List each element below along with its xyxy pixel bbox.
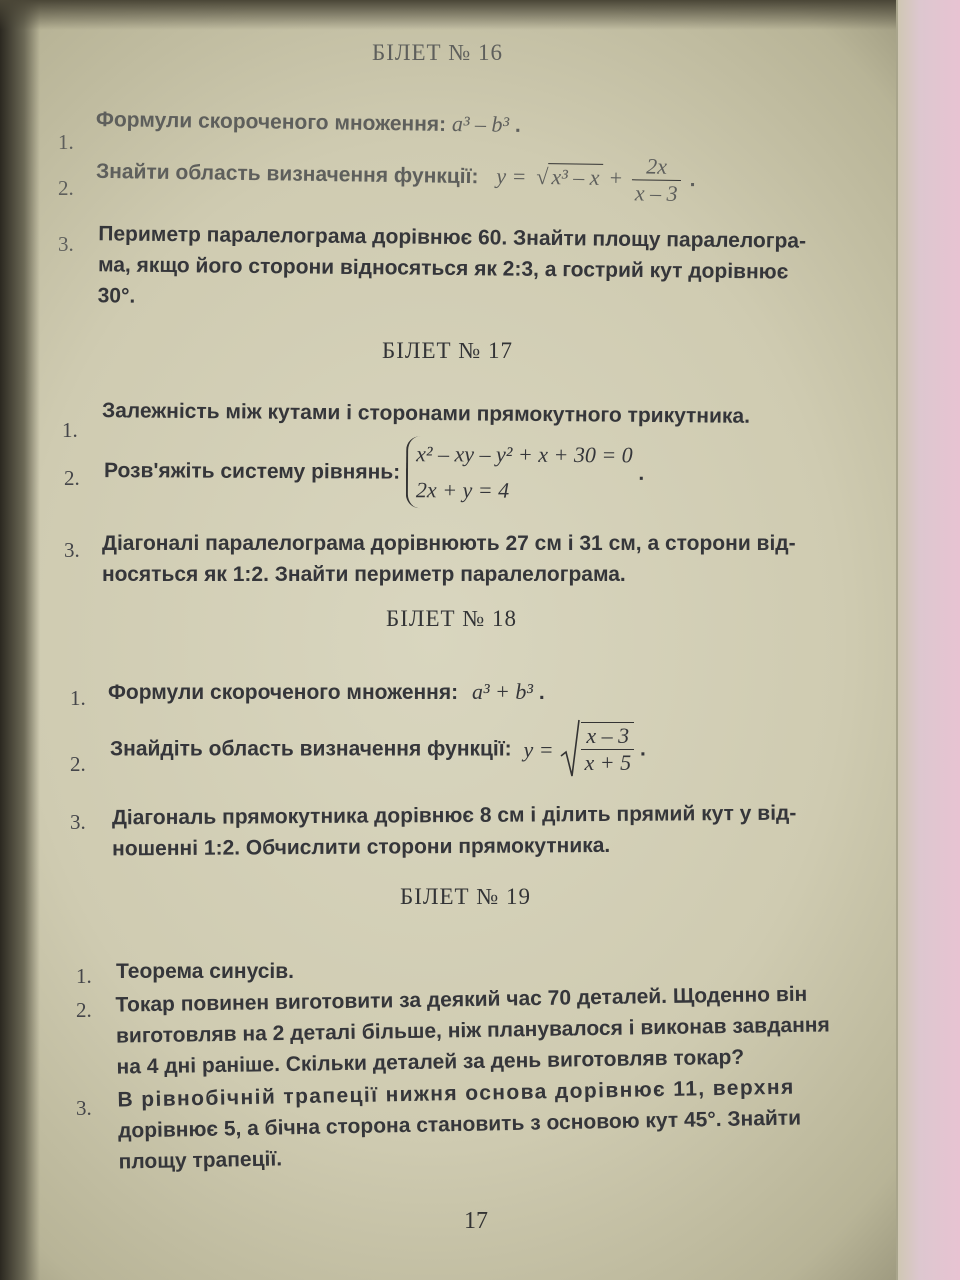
ticket-16-item-3-line-3: 30°. <box>97 284 136 308</box>
ticket-16-item-1-tail: . <box>514 113 521 137</box>
ticket-16-item-1-text: Формули скороченого множення: <box>95 108 447 136</box>
ticket-16-item-3 <box>98 218 807 318</box>
ticket-16-item-2-number: 2. <box>58 176 74 200</box>
radical-sign-icon <box>559 718 581 780</box>
ticket-19-item-2-number: 2. <box>76 998 92 1022</box>
ticket-19-item-3-number: 3. <box>76 1096 92 1120</box>
ticket-16-item-2-sqrt: √ x³ – x <box>536 164 603 190</box>
ticket-19-item-1: Теорема синусів. <box>116 960 294 983</box>
ticket-18-item-2-text: Знайдіть область визначення функції: <box>110 737 512 761</box>
ticket-18-item-3-number: 3. <box>70 810 86 834</box>
ticket-17-item-1: Залежність між кутами і сторонами прямокутного трикутника. <box>101 399 751 428</box>
ticket-17-item-3-number: 3. <box>64 538 80 562</box>
ticket-16-item-3-line-2: ма, якщо його сторони відносяться як 2:3, а гострий кут дорівнює <box>97 253 789 284</box>
ticket-17-item-3 <box>102 528 796 590</box>
ticket-17-item-2 <box>104 435 645 510</box>
ticket-16-item-1-formula: a³ – b³ <box>451 111 510 137</box>
ticket-17-item-2-text: Розв'яжіть систему рівнянь: <box>103 459 401 484</box>
ticket-16-item-2-y: y = <box>496 163 527 189</box>
ticket-18-item-2 <box>110 718 646 780</box>
ticket-18-item-2-denominator: x + 5 <box>584 750 632 775</box>
ticket-18-item-1-text: Формули скороченого множення: <box>108 681 459 704</box>
ticket-17-item-3-line-1: Діагоналі паралелограма дорівнюють 27 см і 31 см, а сторони від- <box>102 532 796 555</box>
ticket-18-item-3-line-2: ношенні 1:2. Обчислити сторони прямокутника. <box>112 833 611 861</box>
ticket-18-item-2-y: y = <box>523 736 554 762</box>
ticket-18-item-1-tail: . <box>538 681 545 704</box>
ticket-17-item-3-line-2: носяться як 1:2. Знайти периметр паралелограма. <box>102 563 626 586</box>
ticket-17-item-2-number: 2. <box>64 466 80 490</box>
ticket-18-title: БІЛЕТ № 18 <box>386 606 518 631</box>
ticket-18-item-1 <box>108 676 545 708</box>
ticket-19-item-2 <box>115 978 830 1082</box>
ticket-16-item-2-plus: + <box>608 165 624 191</box>
ticket-16-item-3-line-1: Периметр паралелограма дорівнює 60. Знайти площу паралелогра- <box>98 222 807 253</box>
ticket-19-item-2-line-1: Токар повинен виготовити за деякий час 70 деталей. Щоденно він <box>115 982 808 1017</box>
ticket-16-item-1 <box>96 103 521 141</box>
ticket-18-item-3 <box>112 798 797 865</box>
ticket-18-item-2-sqrt <box>559 718 634 780</box>
ticket-19-item-1-number: 1. <box>76 964 92 988</box>
ticket-16-item-3-number: 3. <box>58 232 74 256</box>
ticket-19-item-2-line-3: на 4 дні раніше. Скільки деталей за день виготовляв токар? <box>116 1045 745 1079</box>
ticket-17-title: БІЛЕТ № 17 <box>382 338 514 363</box>
ticket-17-item-2-system <box>406 436 633 509</box>
ticket-18-item-2-number: 2. <box>70 752 86 776</box>
ticket-16-item-2-numerator: 2x <box>632 153 681 181</box>
ticket-18-item-1-formula: a³ + b³ <box>471 679 533 704</box>
ticket-17-item-1-number: 1. <box>62 418 78 442</box>
page-number: 17 <box>464 1208 488 1234</box>
ticket-19-item-3-line-1: В рівнобічній трапеції нижня основа дорівнює 11, верхня <box>117 1075 795 1112</box>
ticket-16-item-2-sqrt-expr: x³ – x <box>548 163 602 190</box>
ticket-16-item-2 <box>96 146 696 207</box>
ticket-16-item-2-fraction <box>632 153 682 207</box>
ticket-18-item-3-line-1: Діагональ прямокутника дорівнює 8 см і ділить прямий кут у від- <box>111 801 797 830</box>
ticket-17-item-2-tail: . <box>638 461 645 485</box>
ticket-19-item-3-line-2: дорівнює 5, а бічна сторона становить з основою кут 45°. Знайти <box>117 1106 802 1143</box>
ticket-18-item-2-numerator: x – 3 <box>581 723 634 750</box>
ticket-18-item-2-fraction <box>581 722 634 776</box>
ticket-17-item-2-equation-1: x² – xy – y² + x + 30 = 0 <box>416 441 633 468</box>
ticket-16-item-2-tail: . <box>689 168 696 192</box>
pink-page-edge <box>898 0 960 1280</box>
ticket-19-title: БІЛЕТ № 19 <box>400 884 532 909</box>
ticket-16-item-1-number: 1. <box>58 130 74 154</box>
ticket-19-item-3 <box>117 1071 802 1177</box>
ticket-16-title: БІЛЕТ № 16 <box>372 40 504 65</box>
ticket-16-item-2-denominator: x – 3 <box>634 180 678 206</box>
ticket-19-item-3-line-3: площу трапеції. <box>118 1147 283 1174</box>
ticket-18-item-1-number: 1. <box>70 686 86 710</box>
ticket-17-item-2-equation-2: 2x + y = 4 <box>415 477 510 503</box>
ticket-16-item-2-text: Знайти область визначення функції: <box>95 159 479 189</box>
ticket-19-item-2-line-2: виготовляв на 2 деталі більше, ніж планувалося і виконав завдання <box>115 1013 830 1048</box>
ticket-18-item-2-tail: . <box>639 737 646 761</box>
